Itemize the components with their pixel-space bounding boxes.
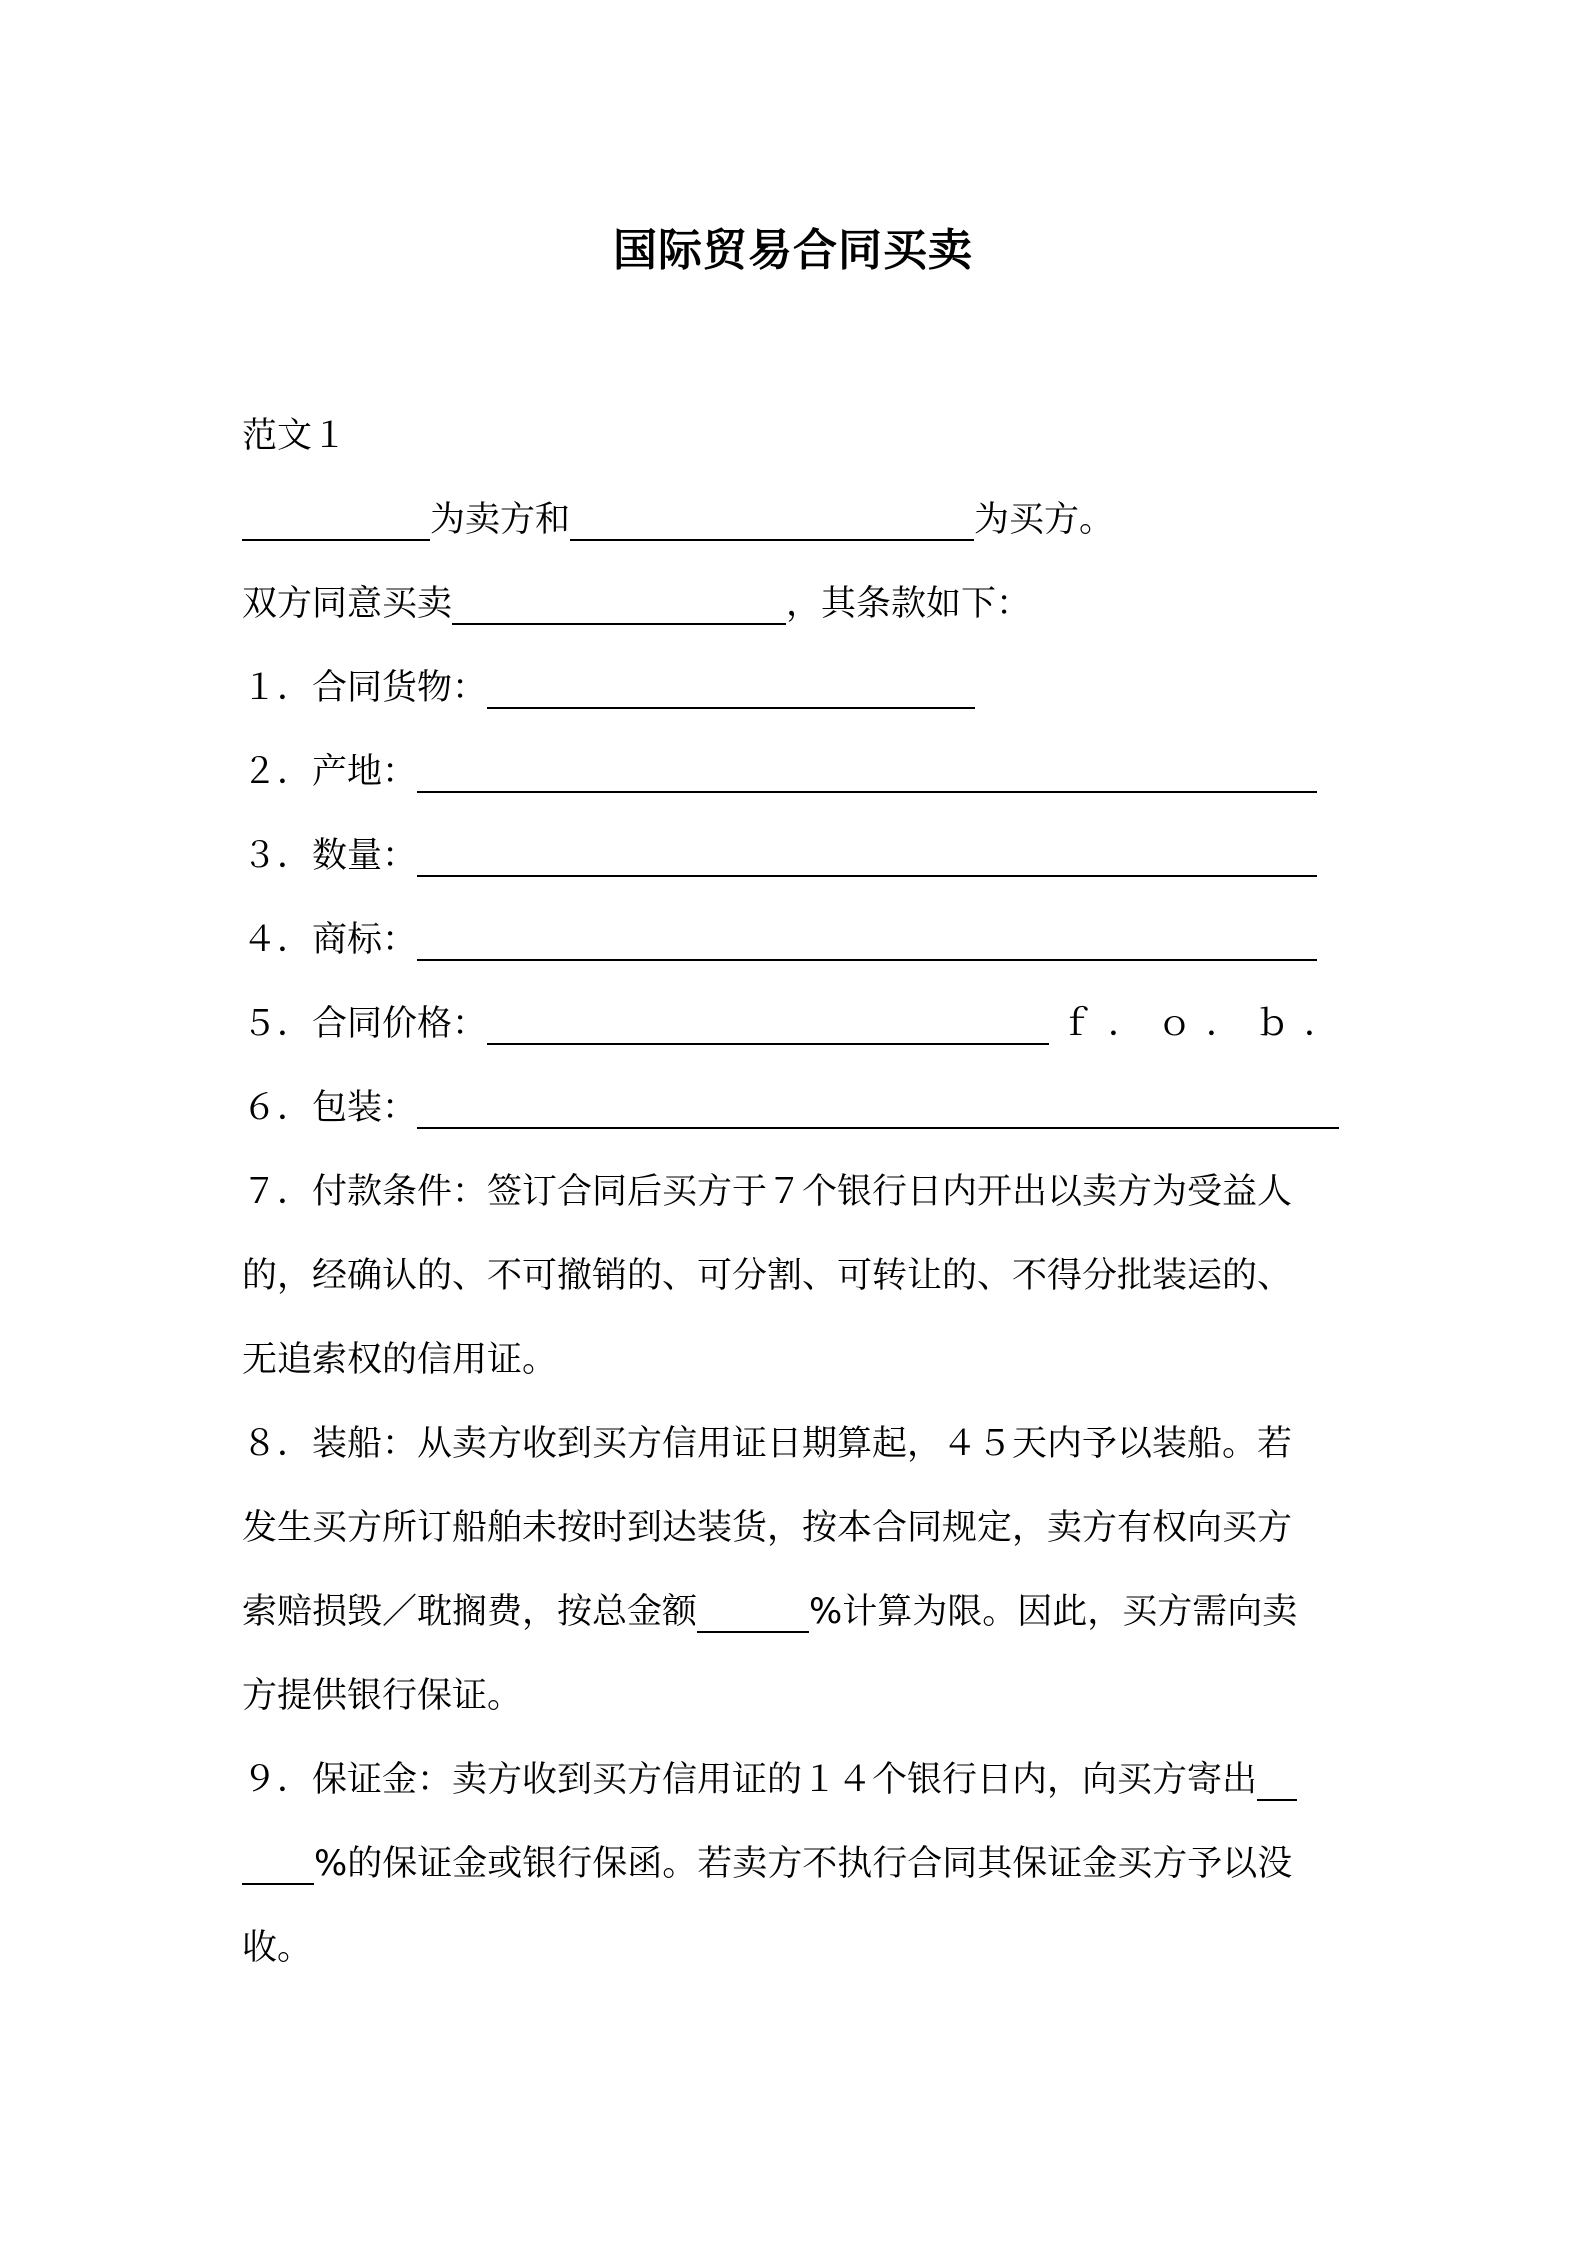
item-8-tail: %计算为限。因此，买方需向卖	[809, 1592, 1298, 1632]
goods-blank[interactable]	[452, 587, 786, 625]
item-7-line-2: 的，经确认的、不可撤销的、可分割、可转让的、不得分批装运的、	[242, 1256, 1293, 1296]
item-4	[242, 916, 1317, 964]
item-5-label: ５．合同价格：	[242, 1004, 488, 1044]
deposit-blank-start[interactable]	[1257, 1763, 1297, 1801]
fob-label: ｆ．ｏ．ｂ．	[1059, 1004, 1354, 1044]
item-4-blank[interactable]	[417, 923, 1317, 961]
item-1-label: １．合同货物：	[242, 668, 488, 708]
item-2	[242, 748, 1317, 796]
item-1	[242, 664, 975, 712]
document-title: 国际贸易合同买卖	[613, 225, 973, 276]
agreement-label: 双方同意买卖	[242, 584, 453, 624]
item-7-line-3: 无追索权的信用证。	[242, 1340, 558, 1380]
seller-blank[interactable]	[242, 503, 430, 541]
item-9-line-2	[242, 1840, 1292, 1888]
item-6	[242, 1084, 1339, 1132]
seller-label: 为卖方和	[430, 500, 571, 540]
agreement-line	[242, 580, 1031, 628]
item-7-line-1: ７．付款条件：签订合同后买方于７个银行日内开出以卖方为受益人	[242, 1172, 1293, 1212]
sample-heading: 范文１	[242, 416, 348, 456]
item-2-blank[interactable]	[417, 755, 1317, 793]
item-3	[242, 832, 1317, 880]
item-9-line-3: 收。	[242, 1928, 313, 1968]
item-9-label: ９．保证金：卖方收到买方信用证的１４个银行日内，向买方寄出	[242, 1760, 1258, 1800]
item-3-label: ３．数量：	[242, 836, 418, 876]
item-8-line-1: ８．装船：从卖方收到买方信用证日期算起，４５天内予以装船。若	[242, 1424, 1293, 1464]
buyer-label: 为买方。	[974, 500, 1115, 540]
buyer-blank[interactable]	[570, 503, 974, 541]
item-8-label: 索赔损毁／耽搁费，按总金额	[242, 1592, 698, 1632]
item-8-line-3	[242, 1588, 1297, 1636]
item-9-tail: %的保证金或银行保函。若卖方不执行合同其保证金买方予以没	[314, 1844, 1293, 1884]
terms-label: ，其条款如下：	[786, 584, 1032, 624]
item-8-line-2: 发生买方所订船舶未按时到达装货，按本合同规定，卖方有权向买方	[242, 1508, 1293, 1548]
parties-line	[242, 496, 1114, 544]
item-6-label: ６．包装：	[242, 1088, 418, 1128]
item-2-label: ２．产地：	[242, 752, 418, 792]
item-5	[242, 1000, 1353, 1048]
item-8-line-4: 方提供银行保证。	[242, 1676, 523, 1716]
item-4-label: ４．商标：	[242, 920, 418, 960]
item-5-blank[interactable]	[487, 1007, 1049, 1045]
percent-blank[interactable]	[697, 1595, 809, 1633]
item-1-blank[interactable]	[487, 671, 975, 709]
item-9-line-1	[242, 1756, 1297, 1804]
item-3-blank[interactable]	[417, 839, 1317, 877]
deposit-blank-end[interactable]	[242, 1847, 314, 1885]
item-6-blank[interactable]	[417, 1091, 1339, 1129]
